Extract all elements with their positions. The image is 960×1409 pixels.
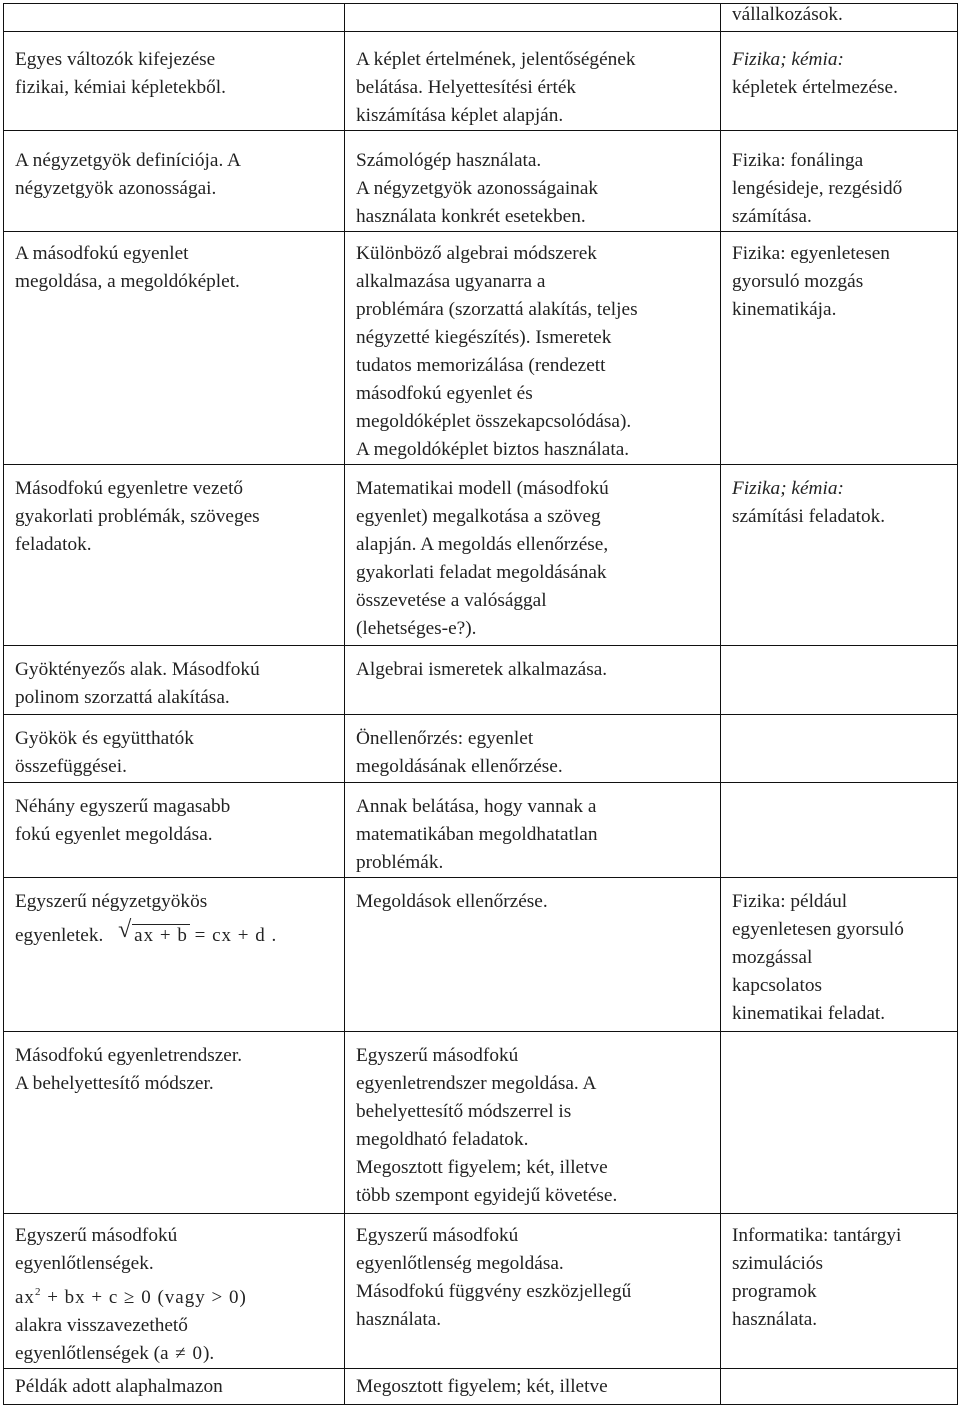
table-row xyxy=(4,783,958,878)
link-cell xyxy=(721,131,958,232)
subject-label: Fizika; kémia: xyxy=(732,478,844,499)
activity-cell xyxy=(345,1369,721,1405)
link-cell xyxy=(721,32,958,131)
cell-line: Fizika: egyenletesen xyxy=(732,243,890,264)
table-row xyxy=(4,131,958,232)
activity-cell xyxy=(345,131,721,232)
cell-line: összevetése a valósággal xyxy=(356,590,547,611)
table-row xyxy=(4,1032,958,1214)
activity-cell xyxy=(345,878,721,1032)
topic-cell xyxy=(4,878,345,1032)
cell-line: négyzetté kiegészítés). Ismeretek xyxy=(356,327,612,348)
cell-line: Másodfokú függvény eszközjellegű xyxy=(356,1281,632,1302)
cell-line: Fizika: például xyxy=(732,891,848,912)
cell-line: alkalmazása ugyanarra a xyxy=(356,271,546,292)
topic-cell xyxy=(4,1369,345,1405)
cell-line: tudatos memorizálása (rendezett xyxy=(356,355,606,376)
inequality-formula xyxy=(15,1278,336,1312)
cell-line: Megosztott figyelem; két, illetve xyxy=(356,1376,608,1397)
cell-line: Gyökök és együtthatók xyxy=(15,728,194,749)
topic-cell xyxy=(4,4,345,32)
cell-line: matematikában megoldhatatlan xyxy=(356,824,598,845)
cell-line: Önellenőrzés: egyenlet xyxy=(356,728,534,749)
cell-line: Megosztott figyelem; két, illetve xyxy=(356,1157,608,1178)
activity-cell xyxy=(345,783,721,878)
cell-line: Gyöktényezős alak. Másodfokú xyxy=(15,659,260,680)
link-cell xyxy=(721,1369,958,1405)
topic-cell xyxy=(4,783,345,878)
square-root-formula xyxy=(118,917,190,950)
cell-line: megoldható feladatok. xyxy=(356,1129,529,1150)
table-row xyxy=(4,465,958,646)
cell-line: kinematikája. xyxy=(732,299,837,320)
cell-line: Másodfokú egyenletrendszer. xyxy=(15,1045,243,1066)
table-row xyxy=(4,232,958,465)
link-cell xyxy=(721,232,958,465)
cell-line: Egyszerű másodfokú xyxy=(356,1045,519,1066)
cell-line: Egyes változók kifejezése xyxy=(15,49,216,70)
activity-cell xyxy=(345,715,721,783)
cell-line: gyakorlati problémák, szöveges xyxy=(15,506,260,527)
cell-line: egyenlőtlenség megoldása. xyxy=(356,1253,564,1274)
topic-cell xyxy=(4,715,345,783)
table-row xyxy=(4,715,958,783)
topic-cell xyxy=(4,32,345,131)
cell-line: megoldóképlet összekapcsolódása). xyxy=(356,411,632,432)
exponent: 2 xyxy=(34,1286,42,1298)
cell-line: Matematikai modell (másodfokú xyxy=(356,478,609,499)
radicand: ax + b xyxy=(134,925,188,946)
cell-line: behelyettesítő módszerrel is xyxy=(356,1101,572,1122)
cell-line: A behelyettesítő módszer. xyxy=(15,1073,214,1094)
cell-line: szimulációs xyxy=(732,1253,824,1274)
cell-line: problémára (szorzattá alakítás, teljes xyxy=(356,299,638,320)
cell-line: megoldása, a megoldóképlet. xyxy=(15,271,240,292)
cell-line xyxy=(15,917,336,950)
cell-line: Megoldások ellenőrzése. xyxy=(356,891,548,912)
cell-line: képletek értelmezése. xyxy=(732,77,898,98)
cell-line: használata. xyxy=(356,1309,442,1330)
cell-line: problémák. xyxy=(356,852,444,873)
cell-line: feladatok. xyxy=(15,534,92,555)
activity-cell xyxy=(345,232,721,465)
table-row xyxy=(4,878,958,1032)
activity-cell xyxy=(345,465,721,646)
topic-cell xyxy=(4,1214,345,1369)
cell-line: több szempont egyidejű követése. xyxy=(356,1185,618,1206)
formula-part: + bx + c ≥ 0 (vagy > 0) xyxy=(47,1287,247,1308)
link-cell xyxy=(721,465,958,646)
cell-line: egyenlet) megalkotása a szöveg xyxy=(356,506,601,527)
activity-cell xyxy=(345,32,721,131)
cell-line: használata konkrét esetekben. xyxy=(356,206,586,227)
cell-line: Informatika: tantárgyi xyxy=(732,1225,902,1246)
cell-line: Egyszerű négyzetgyökös xyxy=(15,891,208,912)
activity-cell xyxy=(345,1032,721,1214)
cell-line: A megoldóképlet biztos használata. xyxy=(356,439,630,460)
activity-cell xyxy=(345,646,721,715)
cell-line: kinematikai feladat. xyxy=(732,1003,886,1024)
cell-line: A képlet értelmének, jelentőségének xyxy=(356,49,636,70)
cell-line: lengésideje, rezgésidő xyxy=(732,178,903,199)
cell-text: egyenlőtlenségek ( xyxy=(15,1343,161,1364)
activity-cell xyxy=(345,1214,721,1369)
cell-line: gyorsuló mozgás xyxy=(732,271,864,292)
link-cell xyxy=(721,646,958,715)
topic-cell xyxy=(4,646,345,715)
cell-line: egyenlőtlenségek. xyxy=(15,1253,154,1274)
cell-line: mozgással xyxy=(732,947,813,968)
link-cell xyxy=(721,715,958,783)
cell-line: polinom szorzattá alakítása. xyxy=(15,687,230,708)
cell-line: Egyszerű másodfokú xyxy=(15,1225,178,1246)
cell-line: alakra visszavezethető xyxy=(15,1315,188,1336)
cell-line: Másodfokú egyenletre vezető xyxy=(15,478,244,499)
radical-sign-icon: √ xyxy=(118,917,133,943)
activity-cell xyxy=(345,4,721,32)
cell-line: vállalkozások. xyxy=(732,4,843,25)
cell-line: A négyzetgyök azonosságainak xyxy=(356,178,599,199)
cell-line: összefüggései. xyxy=(15,756,127,777)
cell-line: fokú egyenlet megoldása. xyxy=(15,824,213,845)
topic-cell xyxy=(4,1032,345,1214)
cell-line: Példák adott alaphalmazon xyxy=(15,1376,223,1397)
topic-cell xyxy=(4,131,345,232)
cell-line: Fizika: fonálinga xyxy=(732,150,864,171)
table-row xyxy=(4,32,958,131)
cell-line: négyzetgyök azonosságai. xyxy=(15,178,217,199)
table-row xyxy=(4,1369,958,1405)
equation-rhs: = cx + d . xyxy=(194,925,278,946)
cell-text: egyenletek. xyxy=(15,925,104,946)
cell-line: kiszámítása képlet alapján. xyxy=(356,105,564,126)
cell-line: egyenletrendszer megoldása. A xyxy=(356,1073,597,1094)
cell-line: gyakorlati feladat megoldásának xyxy=(356,562,607,583)
link-cell xyxy=(721,1032,958,1214)
cell-line: számítási feladatok. xyxy=(732,506,886,527)
cell-line: belátása. Helyettesítési érték xyxy=(356,77,577,98)
curriculum-table xyxy=(3,3,958,1405)
cell-line: Algebrai ismeretek alkalmazása. xyxy=(356,659,608,680)
cell-line: A másodfokú egyenlet xyxy=(15,243,189,264)
condition-formula: a ≠ 0 xyxy=(160,1343,203,1364)
cell-line: egyenletesen gyorsuló xyxy=(732,919,904,940)
cell-line: Különböző algebrai módszerek xyxy=(356,243,597,264)
cell-line: fizikai, kémiai képletekből. xyxy=(15,77,226,98)
table-row xyxy=(4,4,958,32)
cell-line: programok xyxy=(732,1281,817,1302)
cell-line xyxy=(15,1340,336,1368)
cell-text: ). xyxy=(202,1343,215,1364)
table-row xyxy=(4,1214,958,1369)
cell-line: Számológép használata. xyxy=(356,150,542,171)
topic-cell xyxy=(4,465,345,646)
cell-line: A négyzetgyök definíciója. A xyxy=(15,150,241,171)
topic-cell xyxy=(4,232,345,465)
cell-line: másodfokú egyenlet és xyxy=(356,383,533,404)
cell-line: Egyszerű másodfokú xyxy=(356,1225,519,1246)
table-row xyxy=(4,646,958,715)
cell-line: alapján. A megoldás ellenőrzése, xyxy=(356,534,609,555)
cell-line: használata. xyxy=(732,1309,818,1330)
cell-line: megoldásának ellenőrzése. xyxy=(356,756,563,777)
cell-line: (lehetséges-e?). xyxy=(356,618,477,639)
subject-label: Fizika; kémia: xyxy=(732,49,844,70)
link-cell xyxy=(721,4,958,32)
link-cell xyxy=(721,878,958,1032)
link-cell xyxy=(721,783,958,878)
cell-line: kapcsolatos xyxy=(732,975,822,996)
formula-part: ax xyxy=(15,1287,35,1308)
cell-line: Néhány egyszerű magasabb xyxy=(15,796,231,817)
cell-line: Annak belátása, hogy vannak a xyxy=(356,796,597,817)
cell-line: számítása. xyxy=(732,206,812,227)
link-cell xyxy=(721,1214,958,1369)
